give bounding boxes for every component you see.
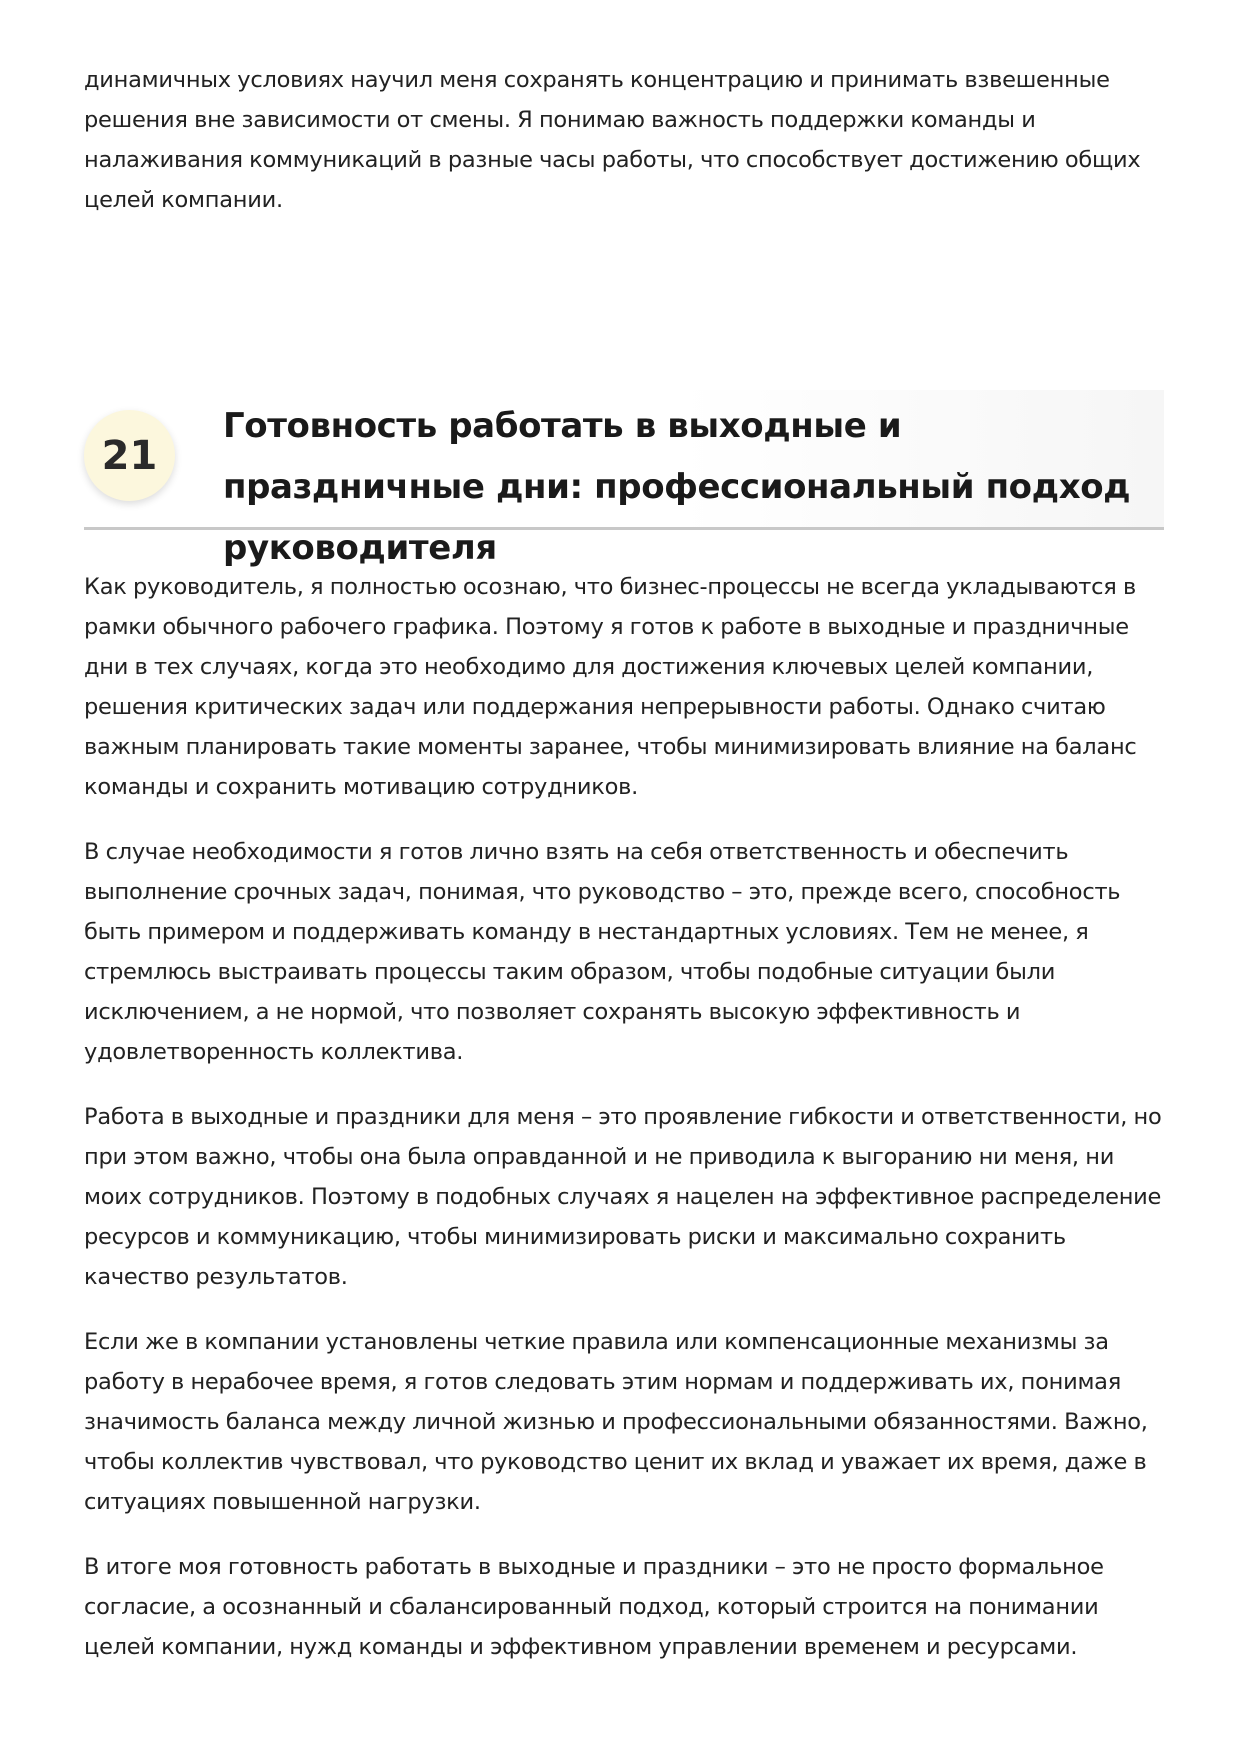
body-paragraph-2: В случае необходимости я готов лично взять на себя ответственность и обеспечить выполнение срочных задач, понимая, что руководство – это, прежде всего, способность быть примером и поддерживать команду в нестандартных условиях. Тем не менее, я стремлюсь выстраивать процессы таким образом, чтобы подобные ситуации были исключением, а не нормой, что позволяет сохранять высокую эффективность и удовлетворенность коллектива. xyxy=(84,839,1121,1065)
intro-paragraph: динамичных условиях научил меня сохранять концентрацию и принимать взвешенные решения вне зависимости от смены. Я понимаю важность поддержки команды и налаживания коммуникаций в разные часы работы, что способствует достижению общих целей компании. xyxy=(84,67,1141,213)
section-number-badge: 21 xyxy=(84,410,175,501)
section-body xyxy=(84,567,1164,1692)
body-paragraph-4: Если же в компании установлены четкие правила или компенсационные механизмы за работу в нерабочее время, я готов следовать этим нормам и поддерживать их, понимая значимость баланса между личной жизнью и профессиональными обязанностями. Важно, чтобы коллектив чувствовал, что руководство ценит их вклад и уважает их время, даже в ситуациях повышенной нагрузки. xyxy=(84,1329,1148,1515)
body-paragraph-3: Работа в выходные и праздники для меня – это проявление гибкости и ответственности, но при этом важно, чтобы она была оправданной и не приводила к выгоранию ни меня, ни моих сотрудников. Поэтому в подобных случаях я нацелен на эффективное распределение ресурсов и коммуникацию, чтобы минимизировать риски и максимально сохранить качество результатов. xyxy=(84,1104,1162,1290)
body-paragraph-1: Как руководитель, я полностью осознаю, что бизнес-процессы не всегда укладываются в рамки обычного рабочего графика. Поэтому я готов к работе в выходные и праздничные дни в тех случаях, когда это необходимо для достижения ключевых целей компании, решения критических задач или поддержания непрерывности работы. Однако считаю важным планировать такие моменты заранее, чтобы минимизировать влияние на баланс команды и сохранить мотивацию сотрудников. xyxy=(84,574,1137,800)
section-header xyxy=(84,390,1164,568)
body-paragraph-5: В итоге моя готовность работать в выходные и праздники – это не просто формальное согласие, а осознанный и сбалансированный подход, который строится на понимании целей компании, нужд команды и эффективном управлении временем и ресурсами. xyxy=(84,1554,1104,1660)
section-title: Готовность работать в выходные и праздничные дни: профессиональный подход руководителя xyxy=(223,406,1131,568)
